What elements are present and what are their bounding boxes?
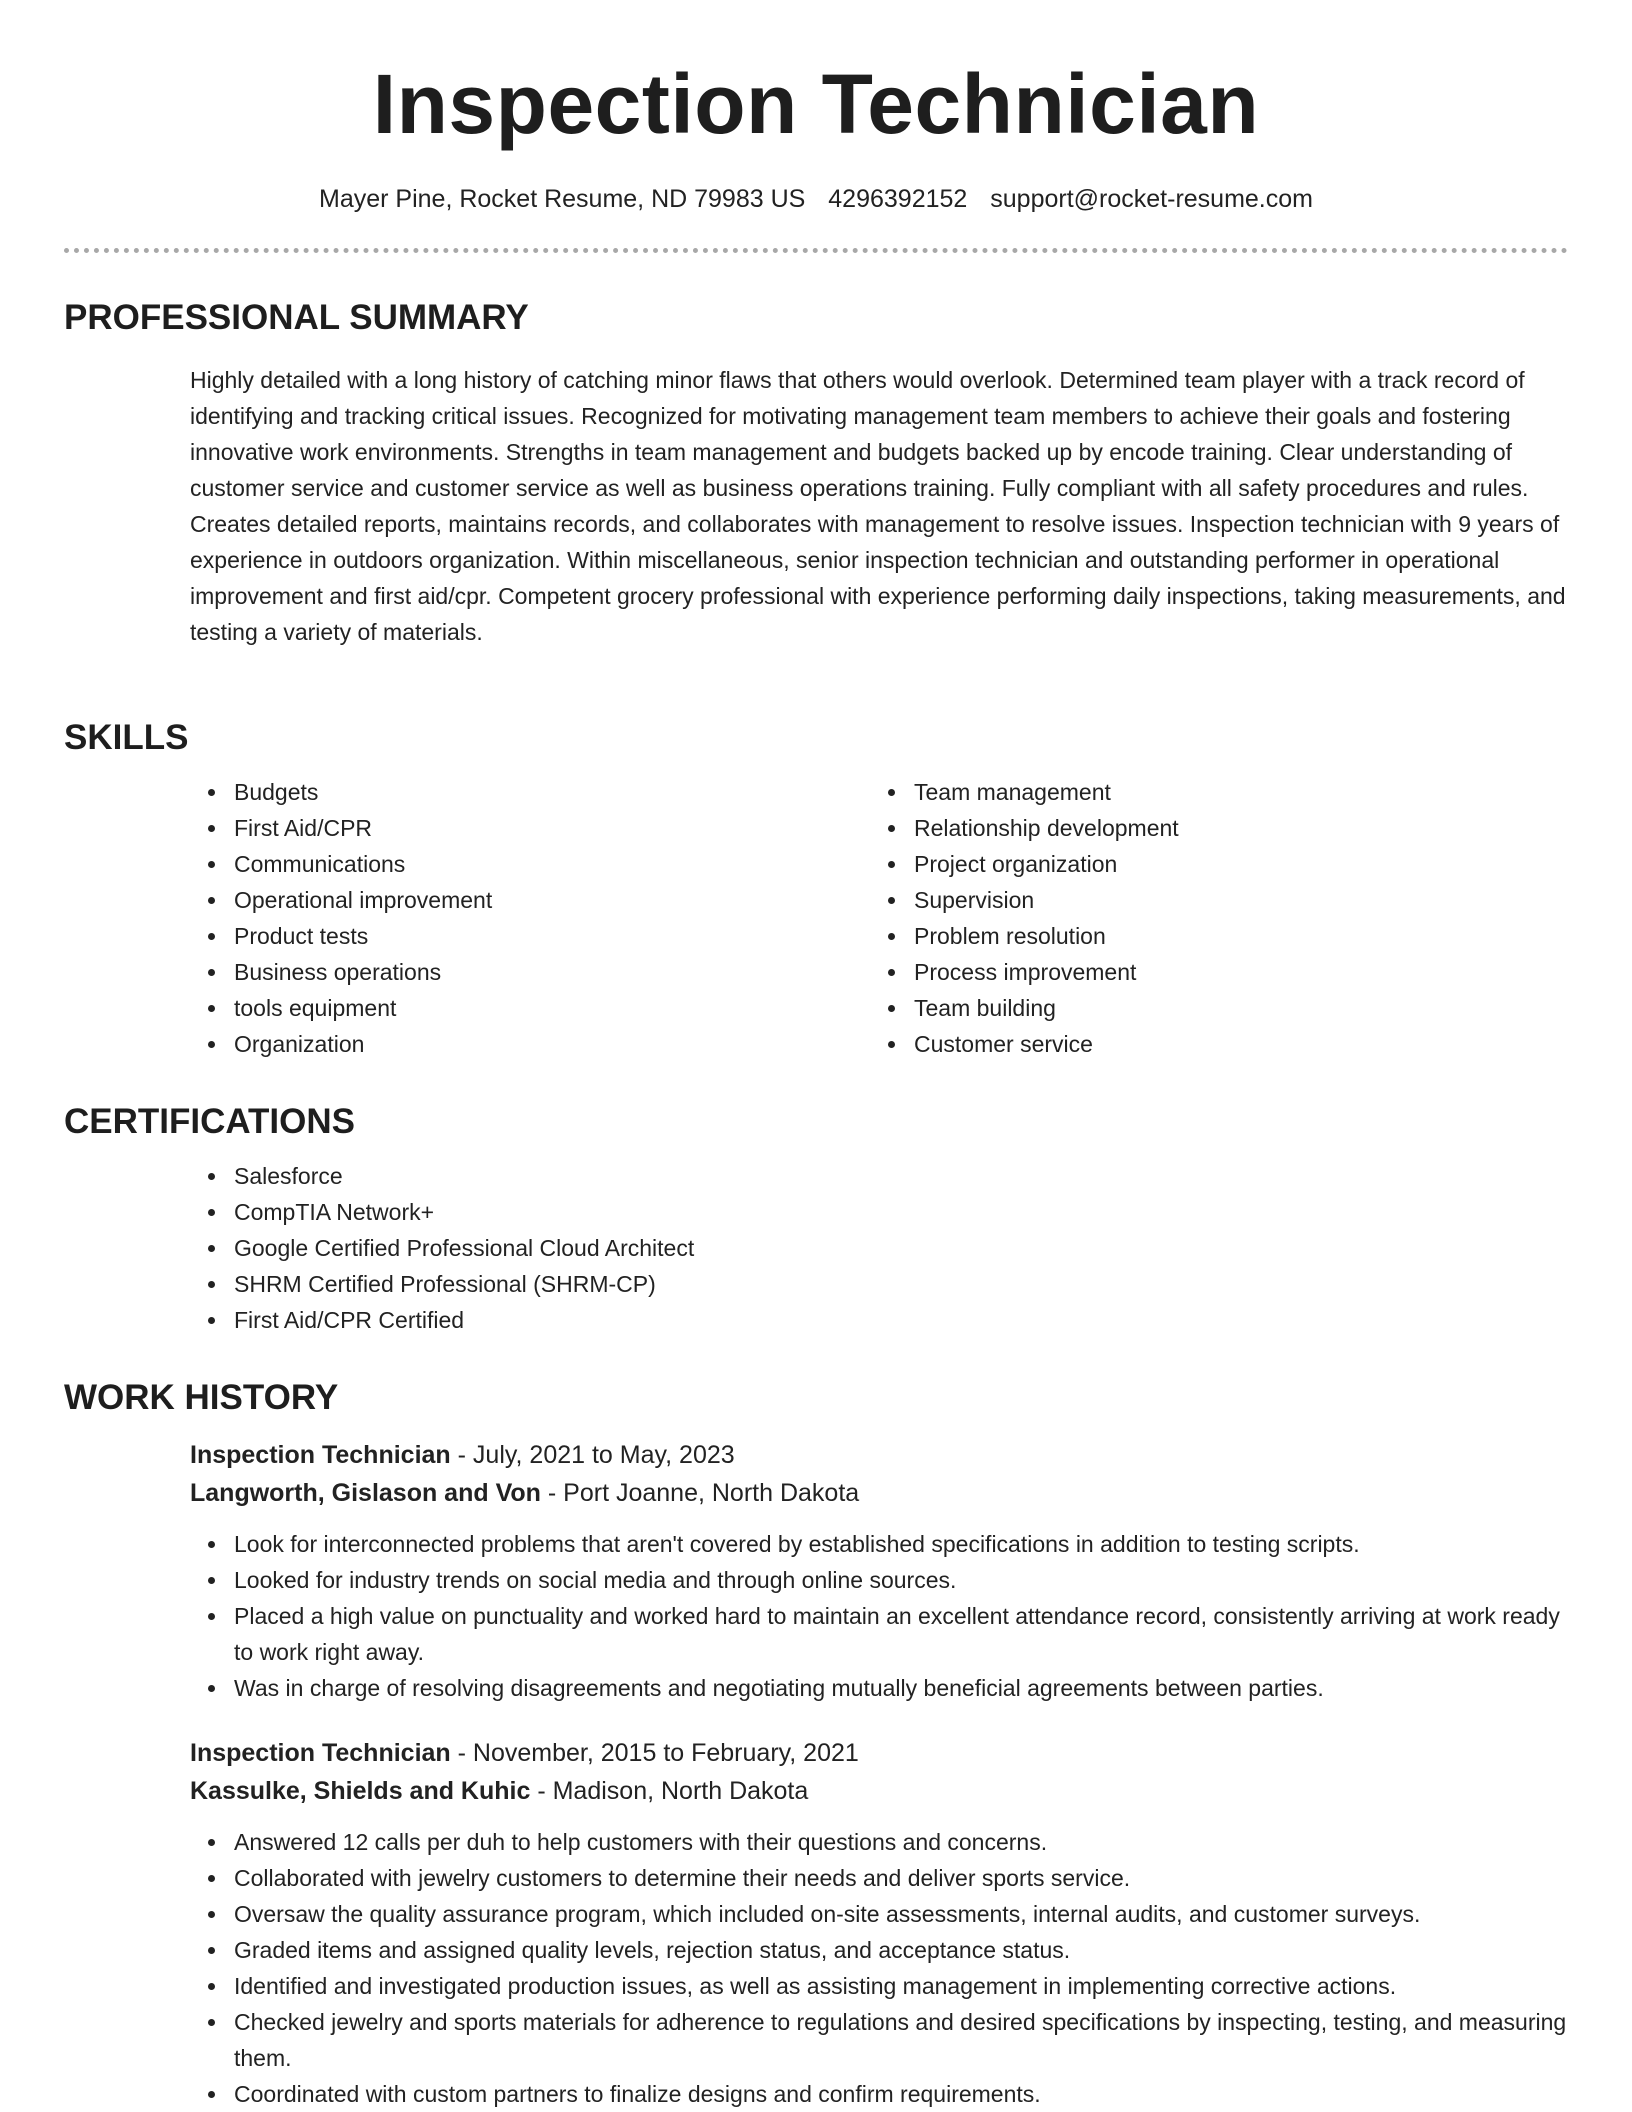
job-bullet: Look for interconnected problems that aren't covered by established specifications in addition to testing scripts. bbox=[190, 1526, 1568, 1562]
skill-item: Project organization bbox=[870, 846, 1550, 882]
job-company: Kassulke, Shields and Kuhic bbox=[190, 1777, 531, 1805]
job-bullet: Looked for industry trends on social media and through online sources. bbox=[190, 1562, 1568, 1598]
work-history-section bbox=[64, 1376, 1568, 2112]
job-dates: - July, 2021 to May, 2023 bbox=[450, 1441, 735, 1469]
job-bullet: Oversaw the quality assurance program, which included on-site assessments, internal audits, and customer surveys. bbox=[190, 1896, 1568, 1932]
job-bullet: Graded items and assigned quality levels, rejection status, and acceptance status. bbox=[190, 1932, 1568, 1968]
skill-item: Communications bbox=[190, 846, 870, 882]
skill-item: Supervision bbox=[870, 882, 1550, 918]
summary-section bbox=[64, 296, 1568, 650]
certification-item: CompTIA Network+ bbox=[190, 1194, 1568, 1230]
job-dates: - November, 2015 to February, 2021 bbox=[450, 1739, 859, 1767]
certification-item: First Aid/CPR Certified bbox=[190, 1302, 1568, 1338]
job-role: Inspection Technician bbox=[190, 1739, 451, 1767]
skill-item: Team building bbox=[870, 990, 1550, 1026]
skill-item: Team management bbox=[870, 774, 1550, 810]
certifications-section bbox=[64, 1100, 1568, 1338]
contact-line bbox=[64, 182, 1568, 216]
skill-item: First Aid/CPR bbox=[190, 810, 870, 846]
job-title-line bbox=[190, 1436, 1568, 1474]
summary-text: Highly detailed with a long history of catching minor flaws that others would overlook. Determined team player with a track record of identifying and tracking critical issues. Recognized for motivating management team members to achieve their goals and fostering innovative work environments. Strengths in team management and budgets backed up by encode training. Clear understanding of customer service and customer service as well as business operations training. Fully compliant with all safety procedures and rules. Creates detailed reports, maintains records, and collaborates with management to resolve issues. Inspection technician with 9 years of experience in outdoors organization. Within miscellaneous, senior inspection technician and outstanding performer in operational improvement and first aid/cpr. Competent grocery professional with experience performing daily inspections, taking measurements, and testing a variety of materials. bbox=[190, 367, 1566, 645]
summary-body bbox=[190, 362, 1568, 650]
skills-left-list bbox=[190, 774, 870, 1062]
skills-title: SKILLS bbox=[64, 718, 189, 757]
job-company-line bbox=[190, 1474, 1568, 1512]
skills-section bbox=[64, 716, 1568, 1062]
job-entry bbox=[190, 1436, 1568, 1706]
job-bullet: Checked jewelry and sports materials for adherence to regulations and desired specifications by inspecting, testing, and measuring them. bbox=[190, 2004, 1568, 2076]
skill-item: Customer service bbox=[870, 1026, 1550, 1062]
job-bullet: Collaborated with jewelry customers to determine their needs and deliver sports service. bbox=[190, 1860, 1568, 1896]
job-bullets bbox=[64, 1526, 1568, 1706]
certifications-list bbox=[190, 1158, 1568, 1338]
work-history-title: WORK HISTORY bbox=[64, 1378, 339, 1417]
skill-item: Relationship development bbox=[870, 810, 1550, 846]
certification-item: SHRM Certified Professional (SHRM-CP) bbox=[190, 1266, 1568, 1302]
skill-item: Operational improvement bbox=[190, 882, 870, 918]
contact-phone: 4296392152 bbox=[828, 185, 968, 213]
job-company-line bbox=[190, 1772, 1568, 1810]
skill-item: tools equipment bbox=[190, 990, 870, 1026]
job-bullet: Was in charge of resolving disagreements and negotiating mutually beneficial agreements between parties. bbox=[190, 1670, 1568, 1706]
job-location: - Madison, North Dakota bbox=[530, 1777, 809, 1805]
certifications-title: CERTIFICATIONS bbox=[64, 1102, 356, 1141]
job-entry bbox=[190, 1734, 1568, 2112]
contact-email: support@rocket-resume.com bbox=[990, 185, 1313, 213]
candidate-name: Inspection Technician bbox=[372, 57, 1260, 151]
summary-title: PROFESSIONAL SUMMARY bbox=[64, 298, 529, 337]
job-bullets bbox=[64, 1824, 1568, 2112]
job-title-line bbox=[190, 1734, 1568, 1772]
job-bullet: Coordinated with custom partners to finalize designs and confirm requirements. bbox=[190, 2076, 1568, 2112]
job-location: - Port Joanne, North Dakota bbox=[540, 1479, 860, 1507]
certification-item: Salesforce bbox=[190, 1158, 1568, 1194]
job-company: Langworth, Gislason and Von bbox=[190, 1479, 541, 1507]
skill-item: Budgets bbox=[190, 774, 870, 810]
header-divider bbox=[64, 248, 1568, 253]
skills-right-list bbox=[870, 774, 1550, 1062]
job-bullet: Answered 12 calls per duh to help customers with their questions and concerns. bbox=[190, 1824, 1568, 1860]
skill-item: Organization bbox=[190, 1026, 870, 1062]
skill-item: Problem resolution bbox=[870, 918, 1550, 954]
certification-item: Google Certified Professional Cloud Architect bbox=[190, 1230, 1568, 1266]
job-bullet: Placed a high value on punctuality and worked hard to maintain an excellent attendance record, consistently arriving at work ready to work right away. bbox=[190, 1598, 1568, 1670]
skills-columns bbox=[190, 774, 1568, 1062]
contact-address: Mayer Pine, Rocket Resume, ND 79983 US bbox=[319, 185, 806, 213]
skill-item: Process improvement bbox=[870, 954, 1550, 990]
resume-page bbox=[64, 0, 1568, 2107]
skill-item: Business operations bbox=[190, 954, 870, 990]
job-bullet: Identified and investigated production issues, as well as assisting management in implementing corrective actions. bbox=[190, 1968, 1568, 2004]
job-role: Inspection Technician bbox=[190, 1441, 451, 1469]
skill-item: Product tests bbox=[190, 918, 870, 954]
